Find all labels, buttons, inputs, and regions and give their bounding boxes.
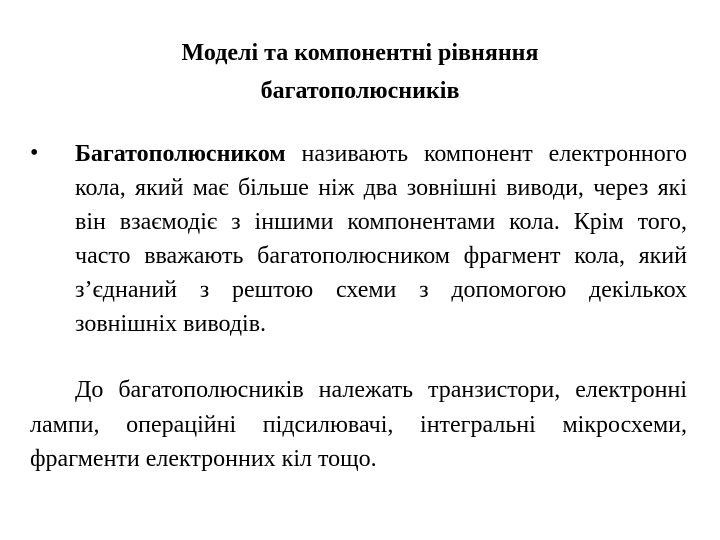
bullet-text	[75, 137, 687, 341]
body-paragraph: До багатополюсників належать транзистори, електронні лампи, операційні підсилювачі, інтегральні мікросхеми, фрагменти електронних кіл тощо.	[30, 377, 687, 472]
title-line-2: багатополюсників	[260, 78, 460, 104]
bullet-body: називають компонент електронного кола, який має більше ніж два зовнішні виводи, через які він взаємодіє з іншими компонентами кола. Крім того, часто вважають багатополюсником фрагмент кола, який з’єднаний з рештою схеми з допомогою декількох зовнішніх виводів.	[75, 141, 687, 337]
title-line-1: Моделі та компонентні рівняння	[181, 40, 539, 66]
page-title	[60, 34, 660, 110]
bullet-term: Багатополюсником	[75, 141, 286, 167]
bullet-item	[30, 137, 687, 341]
bullet-icon: •	[30, 140, 39, 166]
